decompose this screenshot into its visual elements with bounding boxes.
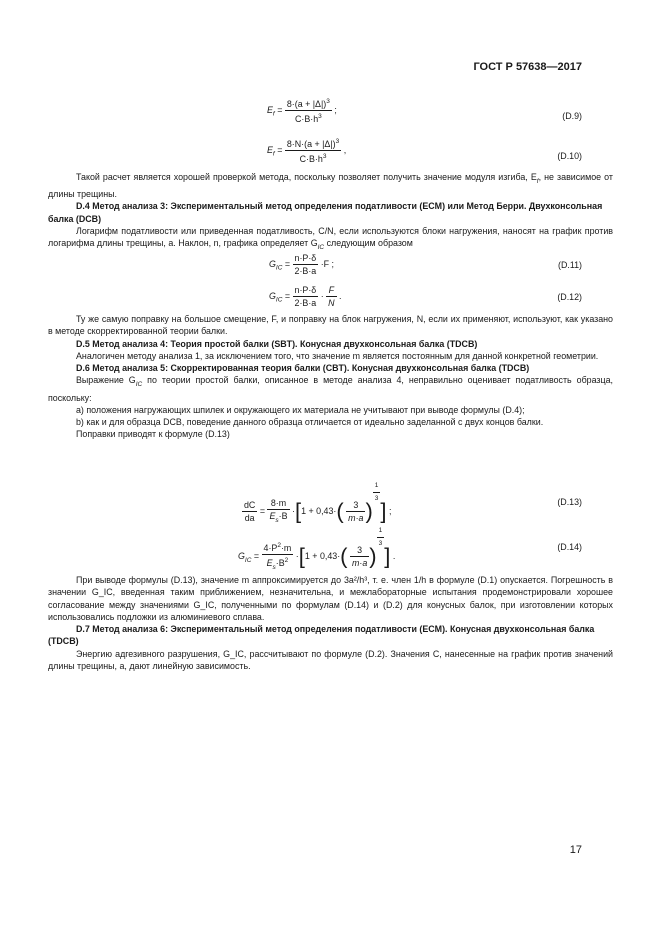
formula-den-tail: ·B (278, 510, 288, 521)
formula-denominator: C·B·h (294, 113, 319, 124)
formula-inner-denominator: m·a (351, 558, 368, 569)
formula-numerator: n·P·δ (294, 253, 317, 263)
formula-number: (D.9) (562, 111, 582, 121)
subscript: f (536, 177, 539, 185)
formula-num-sup: 3 (335, 138, 340, 145)
formula-power-denominator: 3 (377, 537, 385, 550)
text-block-1 (48, 171, 613, 254)
paragraph-text: , не зависимое от длины трещины. (48, 172, 613, 200)
formula-d11-body: $G_{IC}$ = $\frac{n\cdot P\cdot\delta}{2\cdot B\cdot a}$ ·F ; (269, 253, 335, 276)
section-heading-d4: D.4 Метод анализа 3: Экспериментальный метод определения податливости (ECM) или Метод Берри. Двухконсольная балка (DCB) (48, 201, 603, 224)
paragraph-text: Такой расчет является хорошей проверкой метода, поскольку позволяет получить значение модуля изгиба, E (76, 172, 537, 182)
paragraph-text: Логарифм податливости или приведенная податливость, C/N, если используются блоки нагружения, наносят на график против логарифма длины трещины, a. Наклон, n, графика определяет G (48, 225, 613, 249)
formula-lhs-sub: IC (275, 264, 283, 272)
formula-fraction-2 (326, 284, 336, 309)
standard-header: ГОСТ Р 57638—2017 (473, 61, 582, 73)
formula-d14-body: $G_{IC}$ = $\frac{4\cdot P^2\cdot m}{E_s\cdot B^2}$ ·[1 + 0,43·( $\frac{3}{m\cdot a}$ ) $^{\frac{1}{3}}$ ] . (238, 525, 395, 574)
formula-lhs: E (267, 144, 273, 155)
list-item-b: b) как и для образца DCB, поведение данного образца отличается от идеально заделанной с двух концов балки. (76, 417, 544, 428)
subscript: IC (317, 244, 325, 252)
formula-lhs: G (238, 551, 245, 561)
paragraph: При выводе формулы (D.13), значение m аппроксимируется до 3a²/h³, т. е. член 1/h в формуле (D.1) опускается. Погрешность в значении G_IC, введенная таким приближением, незначительна, и межлабораторные испытания продемонстрировали хорошее согласование между значениями G_IC, полученными по формулам (D.14) и (D.2) для конусных балок, при изготовлении которых использовались подложки из алюминиевого сплава. (48, 575, 613, 622)
formula-d10-body: $E_f$ = $\frac{8\cdot N\cdot(a + |\Delta|)^3}{C\cdot B\cdot h^3}$ , (267, 138, 347, 164)
formula-lhs-numerator: dC (244, 500, 256, 511)
formula-lhs-sub: f (272, 110, 275, 118)
formula-lhs-fraction (242, 499, 257, 524)
formula-numerator: 4·P (263, 542, 278, 553)
formula-power-numerator: 1 (378, 527, 383, 534)
paragraph (48, 225, 613, 254)
formula-tail: ; (389, 506, 392, 516)
formula-num-sup: 3 (326, 98, 330, 105)
formula-den-sup: 3 (318, 112, 322, 120)
page-number: 17 (569, 844, 582, 856)
list-item-a: a) положения нагружающих шпилек и окружающего их материала не учитывают при выводе формулы (D.4); (76, 404, 525, 415)
formula-fraction (285, 136, 341, 165)
paragraph-text: следующим образом (324, 238, 413, 249)
formula-fraction (262, 540, 294, 574)
formula-lhs: G (269, 258, 276, 269)
formula-tail: ; (334, 104, 337, 115)
formula-lhs-sub: IC (275, 296, 283, 304)
formula-tail: . (392, 551, 396, 561)
formula-den-sup: 3 (322, 152, 327, 160)
formula-num-tail: ·m (280, 542, 292, 553)
paragraph: Аналогичен методу анализа 1, за исключением того, что значение m является постоянным для данной конкретной геометрии. (76, 350, 599, 361)
formula-numerator: n·P·δ (294, 285, 317, 295)
formula-fraction (285, 96, 332, 125)
formula-numerator: 8·(a + |Δ|) (286, 98, 327, 109)
formula-den-tail: ·B (275, 557, 285, 568)
formula-den-sub: s (272, 563, 276, 571)
formula-tail: . (339, 290, 342, 301)
formula-denominator-2: N (328, 298, 335, 308)
formula-denominator: E (266, 557, 273, 568)
formula-number: (D.10) (557, 151, 582, 161)
formula-d12-body: $G_{IC}$ = $\frac{n\cdot P\cdot\delta}{2\cdot B\cdot a}$ · $\frac{F}{N}$ . (269, 285, 342, 308)
text-block-3 (48, 574, 613, 672)
formula-inner: 1 + 0,43· (301, 506, 337, 516)
formula-inner-fraction (350, 544, 369, 569)
formula-denominator: 2·B·a (293, 264, 319, 277)
subscript: IC (135, 381, 143, 389)
formula-d9-body: $E_f$ = $\frac{8\cdot(a + |\Delta|)^3}{C\cdot B\cdot h^3}$ ; (267, 98, 337, 124)
formula-tail: ·F ; (320, 258, 335, 269)
section-heading-d6: D.6 Метод анализа 5: Скорректированная теория балки (CBT). Конусная двухконсольная балка (TDCB) (76, 363, 530, 374)
formula-power-numerator: 1 (374, 482, 379, 489)
formula-denominator: E (269, 510, 276, 521)
paragraph-text: по теории простой балки, описанное в методе анализа 4, неправильно оценивает податливость образца, поскольку: (48, 375, 613, 403)
formula-lhs-denominator: da (242, 511, 257, 524)
formula-numerator-2: F (328, 285, 335, 295)
formula-fraction (293, 284, 319, 309)
formula-num-sup: 2 (277, 541, 281, 549)
text-block-2 (48, 313, 613, 441)
paragraph: Ту же самую поправку на большое смещение, F, и поправку на блок нагружения, N, если их применяют, используют, как указано в методе скорректированной теории балки. (48, 314, 613, 337)
formula-lhs-sub: f (272, 150, 275, 158)
formula-inner-fraction (346, 499, 365, 524)
formula-number: (D.14) (557, 542, 582, 552)
formula-inner-numerator: 3 (353, 500, 359, 511)
formula-denominator: C·B·h (299, 153, 323, 164)
formula-den-sub: s (275, 516, 279, 524)
paragraph (48, 374, 613, 403)
formula-numerator: 8·N·(a + |Δ|) (286, 138, 336, 149)
formula-inner-numerator: 3 (357, 545, 363, 556)
paragraph: Поправки приводят к формуле (D.13) (76, 429, 230, 440)
formula-inner: 1 + 0,43· (304, 551, 341, 561)
formula-tail: , (343, 144, 347, 155)
formula-numerator: 8·m (270, 497, 287, 508)
formula-lhs: G (269, 290, 276, 301)
paragraph-text: Выражение G (76, 375, 136, 386)
paragraph: Энергию адгезивного разрушения, G_IC, рассчитывают по формуле (D.2). Значения C, нанесенные на график против значений длины трещины, a, дают линейную зависимость. (48, 648, 613, 672)
formula-lhs-sub: IC (244, 556, 252, 564)
formula-d13-body: $\frac{dC}{da}$ = $\frac{8\cdot m}{E_s\cdot B}$ ·[1 + 0,43·( $\frac{3}{m\cdot a}$ ) $^{\frac{1}{3}}$ ] ; (242, 480, 391, 527)
paragraph (48, 171, 613, 200)
section-heading-d7: D.7 Метод анализа 6: Экспериментальный метод определения податливости (ECM). Конусная двухконсольная балка (TDCB) (48, 624, 595, 647)
formula-inner-denominator: m·a (348, 513, 364, 524)
formula-denominator: 2·B·a (293, 296, 319, 309)
formula-number: (D.13) (557, 497, 582, 507)
section-heading-d5: D.5 Метод анализа 4: Теория простой балки (SBT). Конусная двухконсольная балка (TDCB) (76, 338, 478, 349)
formula-fraction (267, 497, 289, 527)
formula-lhs: E (267, 104, 273, 115)
formula-number: (D.11) (558, 260, 582, 270)
formula-power-denominator: 3 (373, 492, 381, 505)
formula-number: (D.12) (557, 292, 582, 302)
formula-fraction (293, 252, 319, 277)
formula-den-sup: 2 (284, 556, 289, 564)
